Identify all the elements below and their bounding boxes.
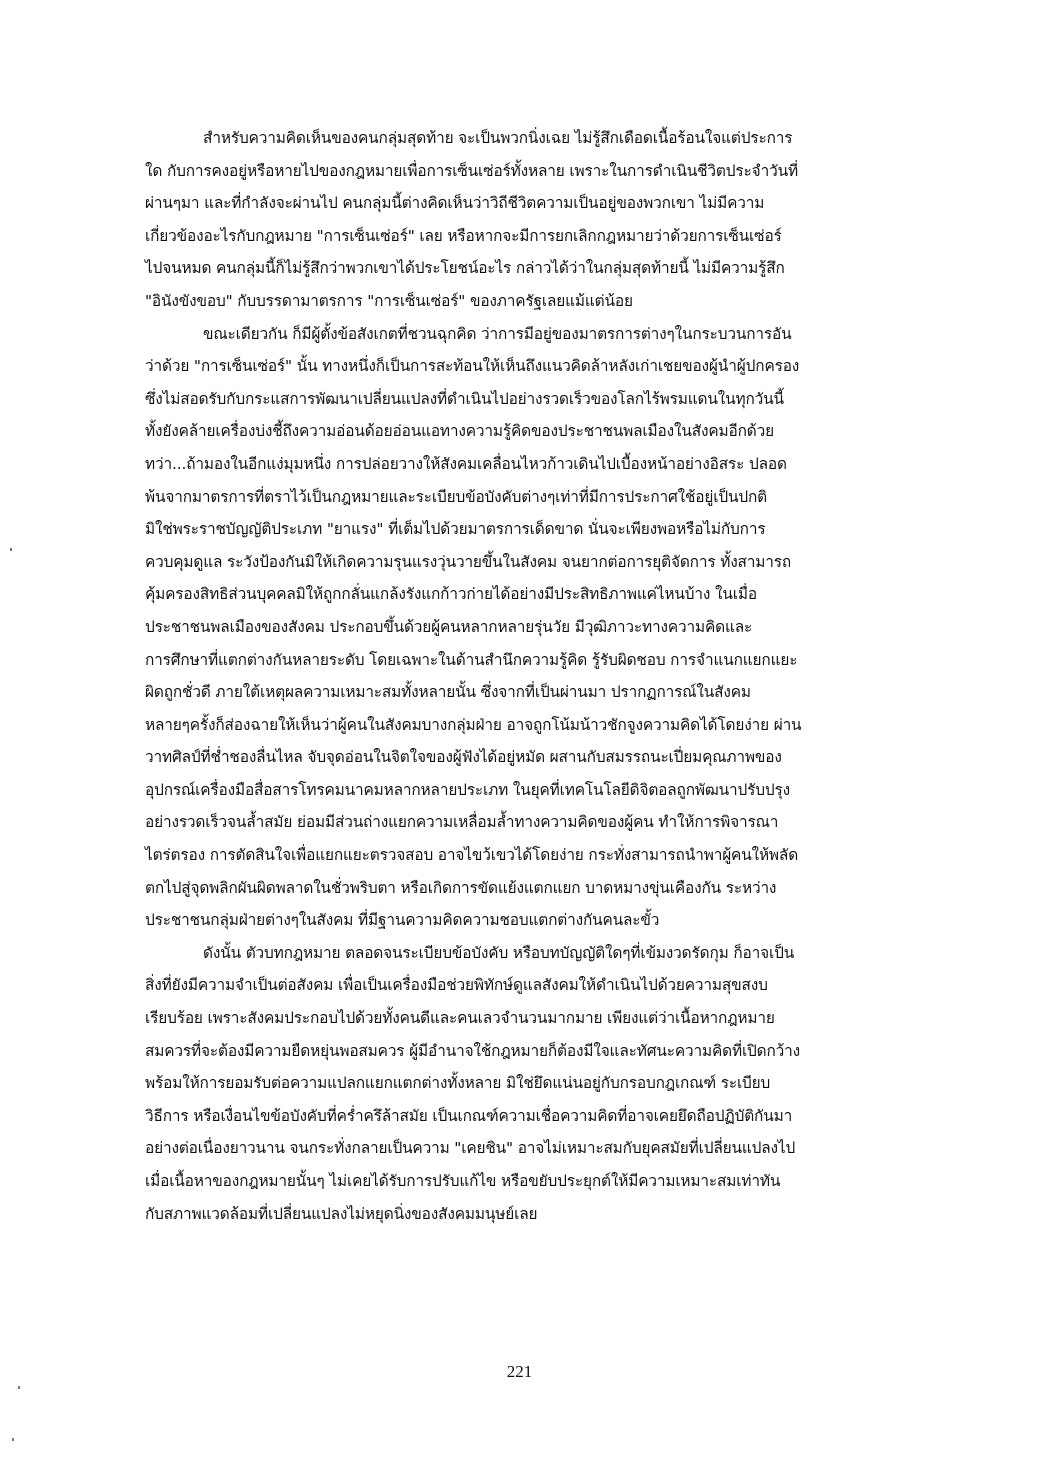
text-line: "อินังขังขอบ" กับบรรดามาตรการ "การเซ็นเซ่อร์" ของภาครัฐเลยแม้แต่น้อย [145,291,633,310]
text-line: ว่าด้วย "การเซ็นเซ่อร์" นั้น ทางหนึ่งก็เป็นการสะท้อนให้เห็นถึงแนวคิดล้าหลังเก่าเชยของผู้นำผู้ปกครอง [145,357,800,376]
text-line: พ้นจากมาตรการที่ตราไว้เป็นกฎหมายและระเบียบข้อบังคับต่างๆเท่าที่มีการประกาศใช้อยู่เป็นปกติ [145,487,767,506]
text-line: คุ้มครองสิทธิส่วนบุคคลมิให้ถูกกลั่นแกล้งรังแกก้าวก่ายได้อย่างมีประสิทธิภาพแค่ไหนบ้าง ในเมื่อ [145,585,757,604]
text-line: ประชาชนกลุ่มฝ่ายต่างๆในสังคม ที่มีฐานความคิดความชอบแตกต่างกันคนละขั้ว [145,911,660,930]
text-line: อุปกรณ์เครื่องมือสื่อสารโทรคมนาคมหลากหลายประเภท ในยุคที่เทคโนโลยีดิจิตอลถูกพัฒนาปรับปรุง [145,780,790,799]
text-line: ทว่า...ถ้ามองในอีกแง่มุมหนึ่ง การปล่อยวางให้สังคมเคลื่อนไหวก้าวเดินไปเบื้องหน้าอย่างอิสระ ปลอด [145,454,787,473]
paragraph-3 [145,937,935,1230]
text-line: ใด กับการคงอยู่หรือหายไปของกฎหมายเพื่อการเซ็นเซ่อร์ทั้งหลาย เพราะในการดำเนินชีวิตประจำวันที่ [145,161,798,180]
scan-speck [18,1386,20,1389]
text-line: การศึกษาที่แตกต่างกันหลายระดับ โดยเฉพาะในด้านสำนึกความรู้คิด รู้รับผิดชอบ การจำแนกแยกแยะ [145,650,798,669]
paragraph-1 [145,122,935,318]
text-line: เกี่ยวข้องอะไรกับกฎหมาย "การเซ็นเซ่อร์" เลย หรือหากจะมีการยกเลิกกฎหมายว่าด้วยการเซ็นเซ่อร์ [145,226,782,245]
text-line: ขณะเดียวกัน ก็มีผู้ตั้งข้อสังเกตที่ชวนฉุกคิด ว่าการมีอยู่ของมาตรการต่างๆในกระบวนการอัน [203,324,792,343]
text-line: ตกไปสู่จุดพลิกผันผิดพลาดในชั่วพริบตา หรือเกิดการขัดแย้งแตกแยก บาดหมางขุ่นเคืองกัน ระหว่าง [145,878,777,897]
text-line: ไตร่ตรอง การตัดสินใจเพื่อแยกแยะตรวจสอบ อาจไขว้เขวได้โดยง่าย กระทั่งสามารถนำพาผู้คนให้พลัด [145,846,799,865]
scan-speck [12,1438,14,1441]
text-line: ดังนั้น ตัวบทกฎหมาย ตลอดจนระเบียบข้อบังคับ หรือบทบัญญัติใดๆที่เข้มงวดรัดกุม ก็อาจเป็น [203,943,795,962]
scan-speck [10,548,12,551]
body-text [145,122,935,1230]
text-line: ควบคุมดูแล ระวังป้องกันมิให้เกิดความรุนแรงวุ่นวายขึ้นในสังคม จนยากต่อการยุติจัดการ ทั้งสามารถ [145,552,792,571]
text-line: ผิดถูกชั่วดี ภายใต้เหตุผลความเหมาะสมทั้งหลายนั้น ซึ่งจากที่เป็นผ่านมา ปรากฏการณ์ในสังคม [145,683,751,702]
text-line: ไปจนหมด คนกลุ่มนี้ก็ไม่รู้สึกว่าพวกเขาได้ประโยชน์อะไร กล่าวได้ว่าในกลุ่มสุดท้ายนี้ ไม่มีความรู้สึก [145,259,785,278]
text-line: ทั้งยังคล้ายเครื่องบ่งชี้ถึงความอ่อนด้อยอ่อนแอทางความรู้คิดของประชาชนพลเมืองในสังคมอีกด้วย [145,422,774,441]
text-line: ซึ่งไม่สอดรับกับกระแสการพัฒนาเปลี่ยนแปลงที่ดำเนินไปอย่างรวดเร็วของโลกไร้พรมแดนในทุกวันนี้ [145,389,784,408]
text-line: วิธีการ หรือเงื่อนไขข้อบังคับที่คร่ำครึล้าสมัย เป็นเกณฑ์ความเชื่อความคิดที่อาจเคยยึดถือปฏิบัติกันมา [145,1106,793,1125]
text-line: อย่างต่อเนื่องยาวนาน จนกระทั่งกลายเป็นความ "เคยชิน" อาจไม่เหมาะสมกับยุคสมัยที่เปลี่ยนแปลงไป [145,1139,796,1158]
page-number: 221 [506,1362,533,1381]
paragraph-2 [145,318,935,937]
text-line: สมควรที่จะต้องมีความยืดหยุ่นพอสมควร ผู้มีอำนาจใช้กฎหมายก็ต้องมีใจและทัศนะความคิดที่เปิดกว้าง [145,1041,801,1060]
text-line: วาทศิลป์ที่ช่ำชองลื่นไหล จับจุดอ่อนในจิตใจของผู้ฟังได้อยู่หมัด ผสานกับสมรรถนะเปี่ยมคุณภาพของ [145,748,782,767]
text-line: เรียบร้อย เพราะสังคมประกอบไปด้วยทั้งคนดีและคนเลวจำนวนมากมาย เพียงแต่ว่าเนื้อหากฎหมาย [145,1009,775,1028]
text-line: สิ่งที่ยังมีความจำเป็นต่อสังคม เพื่อเป็นเครื่องมือช่วยพิทักษ์ดูแลสังคมให้ดำเนินไปด้วยความสุขสงบ [145,976,768,995]
text-line: พร้อมให้การยอมรับต่อความแปลกแยกแตกต่างทั้งหลาย มิใช่ยึดแน่นอยู่กับกรอบกฎเกณฑ์ ระเบียบ [145,1074,771,1093]
text-line: หลายๆครั้งก็ส่องฉายให้เห็นว่าผู้คนในสังคมบางกลุ่มฝ่าย อาจถูกโน้มน้าวชักจูงความคิดได้โดยง่าย ผ่าน [145,715,802,734]
text-line: ผ่านๆมา และที่กำลังจะผ่านไป คนกลุ่มนี้ต่างคิดเห็นว่าวิถีชีวิตความเป็นอยู่ของพวกเขา ไม่มีความ [145,194,765,213]
text-line: ประชาชนพลเมืองของสังคม ประกอบขึ้นด้วยผู้คนหลากหลายรุ่นวัย มีวุฒิภาวะทางความคิดและ [145,617,753,636]
text-line: อย่างรวดเร็วจนล้ำสมัย ย่อมมีส่วนถ่างแยกความเหลื่อมล้ำทางความคิดของผู้คน ทำให้การพิจารณา [145,813,779,832]
text-line: เมื่อเนื้อหาของกฎหมายนั้นๆ ไม่เคยได้รับการปรับแก้ไข หรือขยับประยุกต์ให้มีความเหมาะสมเท่าทัน [145,1172,781,1190]
text-line: สำหรับความคิดเห็นของคนกลุ่มสุดท้าย จะเป็นพวกนิ่งเฉย ไม่รู้สึกเดือดเนื้อร้อนใจแต่ประการ [203,129,793,147]
text-line: กับสภาพแวดล้อมที่เปลี่ยนแปลงไม่หยุดนิ่งของสังคมมนุษย์เลย [145,1204,538,1223]
text-line: มิใช่พระราชบัญญัติประเภท "ยาแรง" ที่เต็มไปด้วยมาตรการเด็ดขาด นั่นจะเพียงพอหรือไม่กับการ [145,520,766,539]
